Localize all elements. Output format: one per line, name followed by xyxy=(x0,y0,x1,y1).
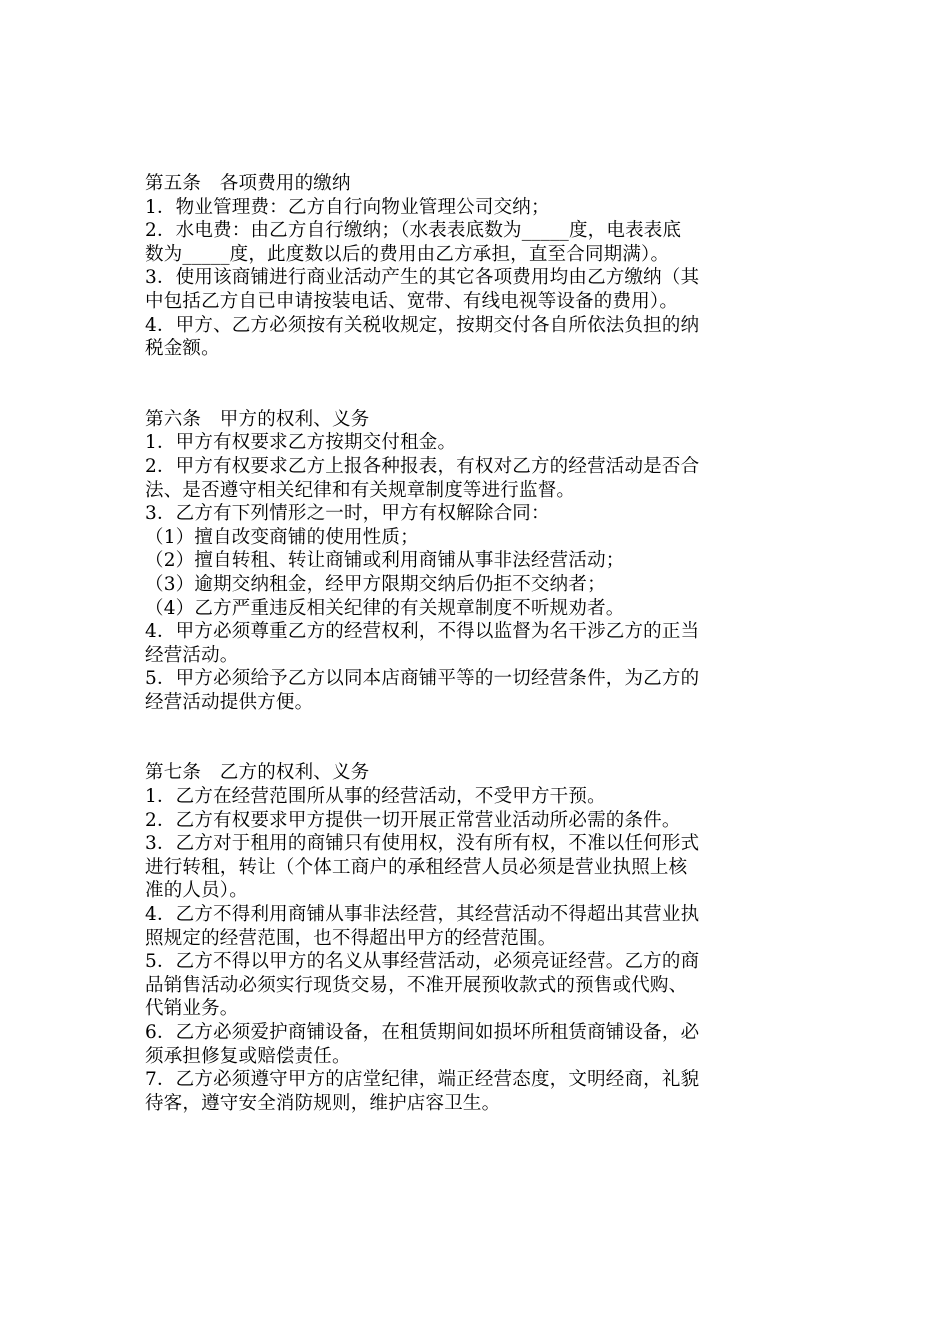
article-7-line: 3．乙方对于租用的商铺只有使用权，没有所有权，不准以任何形式 xyxy=(145,833,700,855)
article-7-line: 6．乙方必须爱护商铺设备，在租赁期间如损坏所租赁商铺设备，必 xyxy=(145,1022,700,1043)
article-6-line: （2）擅自转租、转让商铺或利用商铺从事非法经营活动； xyxy=(145,550,625,572)
article-6-line: （4）乙方严重违反相关纪律的有关规章制度不听规劝者。 xyxy=(145,597,625,619)
article-7-line: 进行转租，转让（个体工商户的承租经营人员必须是营业执照上核 xyxy=(145,856,688,878)
article-5-line: 1．物业管理费：乙方自行向物业管理公司交纳； xyxy=(145,196,550,218)
article-7-line: 5．乙方不得以甲方的名义从事经营活动，必须亮证经营。乙方的商 xyxy=(145,951,700,973)
document-page xyxy=(145,172,815,1115)
article-6-line: （1）擅自改变商铺的使用性质； xyxy=(145,526,419,548)
article-5-line: 中包括乙方自已申请按装电话、宽带、有线电视等设备的费用）。 xyxy=(145,290,679,312)
article-6-line: 4．甲方必须尊重乙方的经营权利，不得以监督为名干涉乙方的正当 xyxy=(145,621,700,643)
article-7-line: 待客，遵守安全消防规则，维护店容卫生。 xyxy=(145,1092,501,1114)
article-5-section xyxy=(145,172,815,361)
article-7-line: 须承担修复或赔偿责任。 xyxy=(145,1045,351,1067)
article-5-line: 2．水电费：由乙方自行缴纳；（水表表底数为_____度，电表表底 xyxy=(145,220,682,242)
article-7-line: 照规定的经营范围，也不得超出甲方的经营范围。 xyxy=(145,927,557,949)
article-6-line: 3．乙方有下列情形之一时，甲方有权解除合同： xyxy=(145,503,550,525)
article-5-line: 3．使用该商铺进行商业活动产生的其它各项费用均由乙方缴纳（其 xyxy=(145,267,700,289)
article-7-section xyxy=(145,761,815,1115)
article-5-line: 4．甲方、乙方必须按有关税收规定，按期交付各自所依法负担的纳 xyxy=(145,314,700,336)
article-6-line: 2．甲方有权要求乙方上报各种报表，有权对乙方的经营活动是否合 xyxy=(145,455,700,477)
article-7-line: 准的人员）。 xyxy=(145,880,248,902)
article-7-line: 1．乙方在经营范围所从事的经营活动，不受甲方干预。 xyxy=(145,786,606,808)
article-6-line: 经营活动提供方便。 xyxy=(145,691,314,713)
article-7-line: 代销业务。 xyxy=(145,998,239,1020)
article-7-heading: 第七条 乙方的权利、义务 xyxy=(145,762,370,784)
article-7-line: 7．乙方必须遵守甲方的店堂纪律，端正经营态度，文明经商，礼貌 xyxy=(145,1069,700,1091)
article-5-heading: 第五条 各项费用的缴纳 xyxy=(145,173,351,194)
article-7-line: 2．乙方有权要求甲方提供一切开展正常营业活动所必需的条件。 xyxy=(145,809,681,831)
article-6-line: 法、是否遵守相关纪律和有关规章制度等进行监督。 xyxy=(145,479,576,501)
article-6-section xyxy=(145,408,815,715)
article-5-line: 税金额。 xyxy=(145,338,220,360)
article-6-line: （3）逾期交纳租金，经甲方限期交纳后仍拒不交纳者； xyxy=(145,573,606,595)
article-5-line: 数为_____度，此度数以后的费用由乙方承担，直至合同期满）。 xyxy=(145,243,670,265)
article-6-line: 1．甲方有权要求乙方按期交付租金。 xyxy=(145,432,457,454)
article-6-line: 5．甲方必须给予乙方以同本店商铺平等的一切经营条件，为乙方的 xyxy=(145,668,700,690)
article-7-line: 品销售活动必须实行现货交易，不准开展预收款式的预售或代购、 xyxy=(145,974,688,996)
article-6-heading: 第六条 甲方的权利、义务 xyxy=(145,408,370,430)
article-6-line: 经营活动。 xyxy=(145,644,239,666)
article-7-line: 4．乙方不得利用商铺从事非法经营，其经营活动不得超出其营业执 xyxy=(145,904,700,926)
